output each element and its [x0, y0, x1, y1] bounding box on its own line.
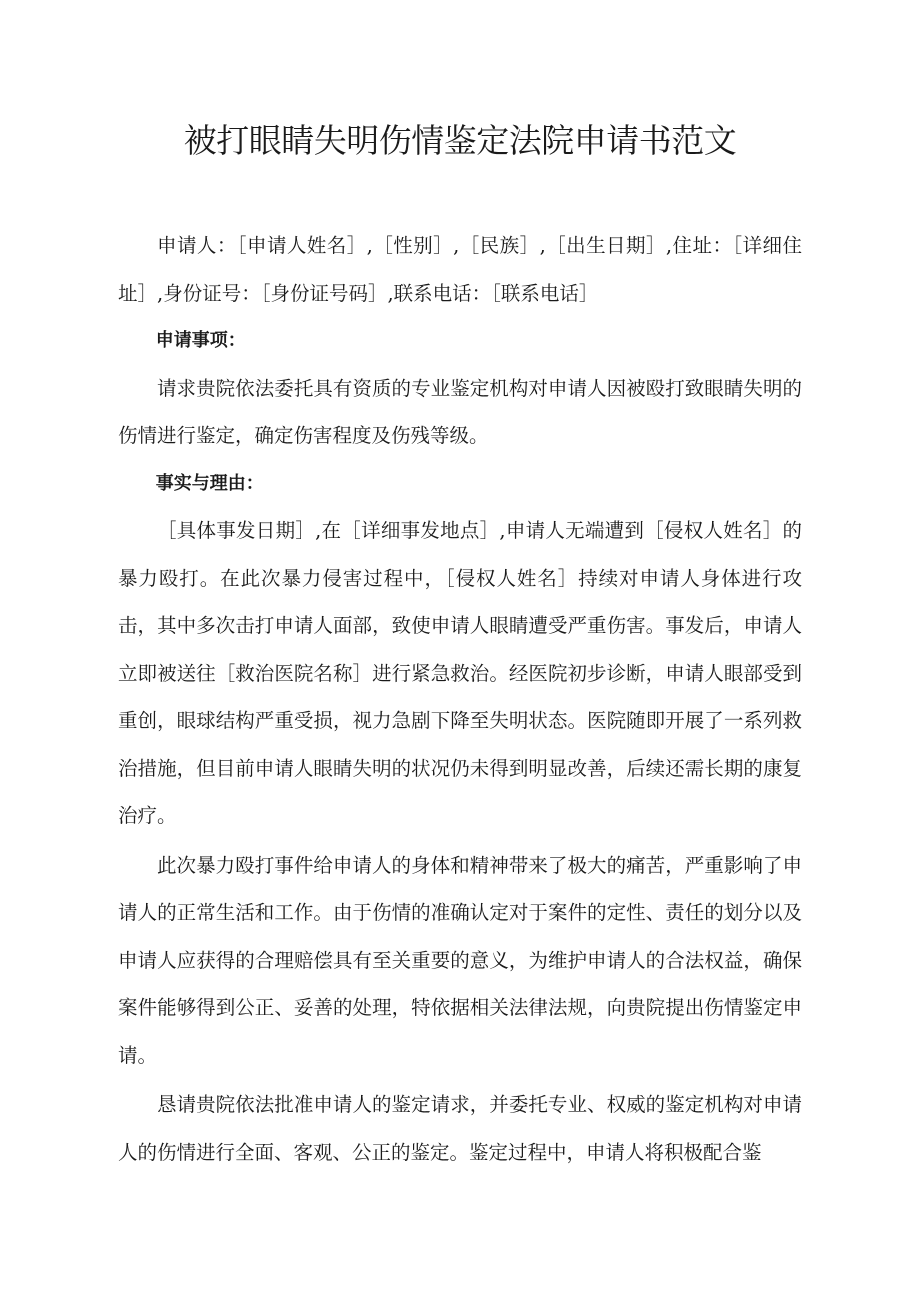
- facts-and-reasons-heading: 事实与理由：: [155, 472, 264, 494]
- facts-paragraph: 恳请贵院依法批准申请人的鉴定请求，并委托专业、权威的鉴定机构对申请人的伤情进行全面、客观、公正的鉴定。鉴定过程中，申请人将积极配合鉴: [118, 1093, 802, 1164]
- request-items-paragraph: 请求贵院依法委托具有资质的专业鉴定机构对申请人因被殴打致眼睛失明的伤情进行鉴定，确定伤害程度及伤残等级。: [118, 376, 802, 447]
- applicant-info-paragraph: 申请人：［申请人姓名］,［性别］,［民族］,［出生日期］,住址：［详细住址］,身份证号：［身份证号码］,联系电话：［联系电话］: [118, 234, 802, 305]
- document-title: 被打眼睛失明伤情鉴定法院申请书范文: [183, 121, 737, 160]
- facts-paragraph: ［具体事发日期］,在［详细事发地点］,申请人无端遭到［侵权人姓名］的暴力殴打。在此次暴力侵害过程中，［侵权人姓名］持续对申请人身体进行攻击，其中多次击打申请人面部，致使申请人眼睛遭受严重伤害。事发后，申请人立即被送往［救治医院名称］进行紧急救治。经医院初步诊断，申请人眼部受到重创，眼球结构严重受损，视力急剧下降至失明状态。医院随即开展了一系列救治措施，但目前申请人眼睛失明的状况仍未得到明显改善，后续还需长期的康复治疗。: [118, 519, 802, 827]
- facts-paragraph: 此次暴力殴打事件给申请人的身体和精神带来了极大的痛苦，严重影响了申请人的正常生活和工作。由于伤情的准确认定对于案件的定性、责任的划分以及申请人应获得的合理赔偿具有至关重要的意义，为维护申请人的合法权益，确保案件能够得到公正、妥善的处理，特依据相关法律法规，向贵院提出伤情鉴定申请。: [118, 853, 802, 1067]
- request-items-heading: 申请事项：: [155, 330, 246, 351]
